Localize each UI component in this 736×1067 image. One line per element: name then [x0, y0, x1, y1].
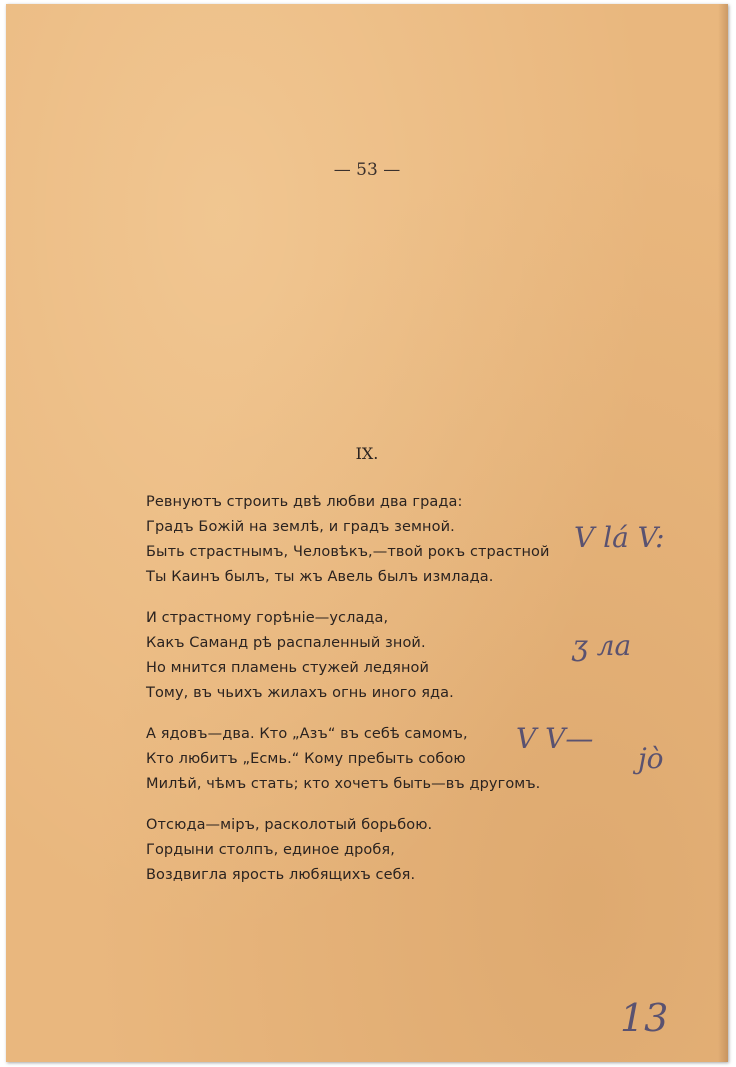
poem-line: Отсюда—міръ, расколотый борьбою.: [146, 817, 433, 833]
page-number: — 53 —: [333, 160, 401, 180]
poem-line: Гордыни столпъ, единое дробя,: [146, 842, 395, 858]
poem-line: И страстному горѣніе—услада,: [146, 610, 389, 626]
poem-line: Кто любитъ „Есмь.“ Кому пребыть собою: [146, 751, 466, 767]
poem-line: Ты Каинъ былъ, ты жъ Авель былъ измлада.: [146, 569, 494, 585]
poem-line: Ревнуютъ строить двѣ любви два града:: [146, 494, 463, 510]
poem-line: Градъ Божій на землѣ, и градъ земной.: [146, 519, 455, 535]
stanza-2: [146, 606, 606, 706]
poem-line: Но мнится пламень стужей ледяной: [146, 660, 430, 676]
handwritten-note: V V—: [516, 722, 594, 755]
handwritten-page-number: 13: [620, 996, 669, 1040]
handwritten-note: V lá V:: [574, 521, 665, 554]
handwritten-note: jò: [638, 742, 664, 775]
poem-line: Милѣй, чѣмъ стать; кто хочетъ быть—въ другомъ.: [146, 776, 541, 792]
handwritten-note: ʒ ла: [572, 629, 632, 662]
poem-line: Воздвигла ярость любящихъ себя.: [146, 867, 416, 883]
poem: [146, 490, 606, 904]
poem-line: Какъ Саманд рѣ распаленный зной.: [146, 635, 426, 651]
poem-line: Быть страстнымъ, Человѣкъ,—твой рокъ страстной: [146, 544, 550, 560]
section-title: IX.: [355, 444, 379, 463]
poem-line: А ядовъ—два. Кто „Азъ“ въ себѣ самомъ,: [146, 726, 468, 742]
stanza-4: [146, 813, 606, 888]
stanza-1: [146, 490, 606, 590]
poem-line: Тому, въ чьихъ жилахъ огнь иного яда.: [146, 685, 454, 701]
document-page: [6, 4, 728, 1062]
